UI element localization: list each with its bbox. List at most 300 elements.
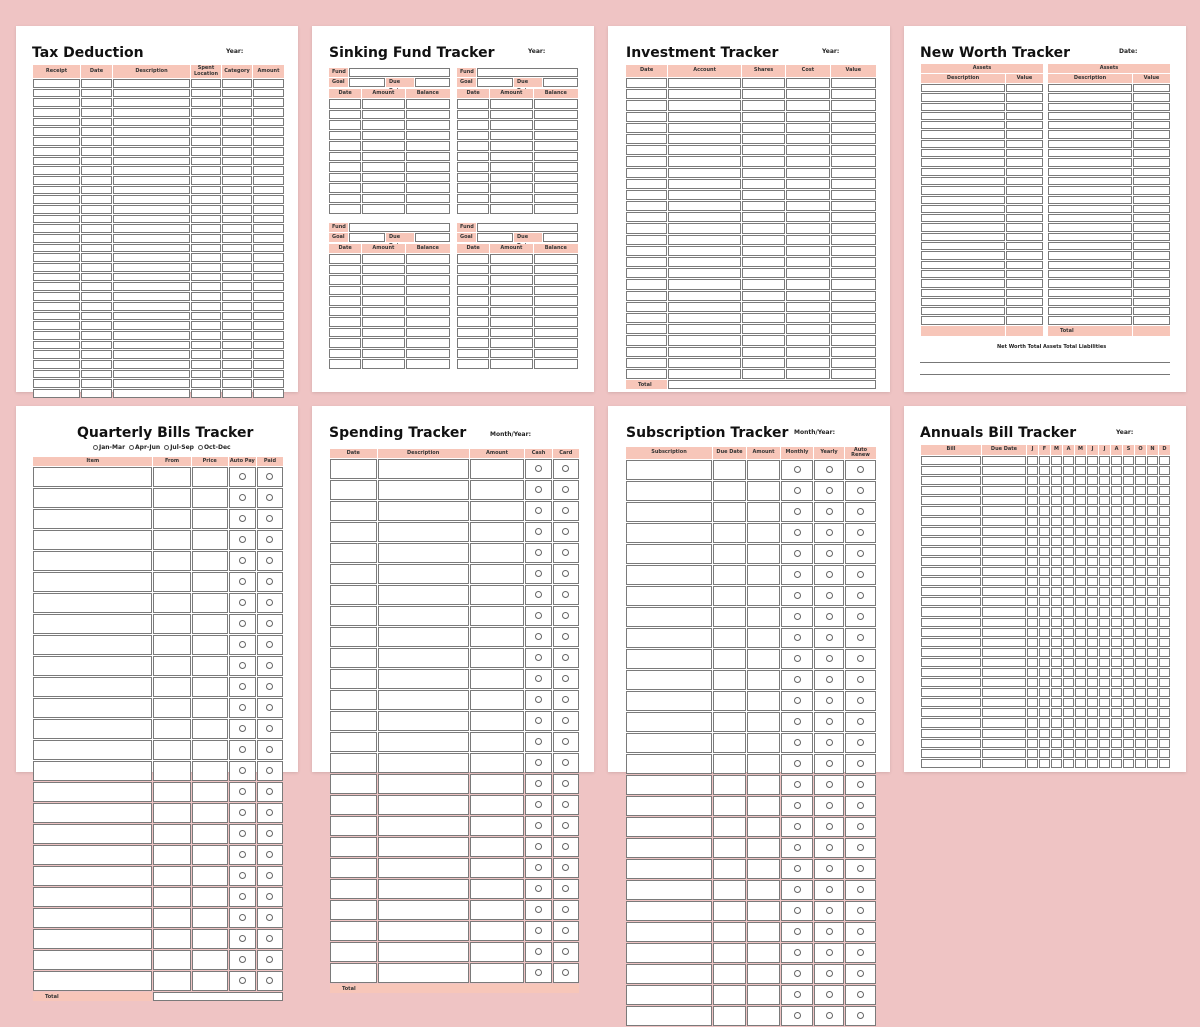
table-cell[interactable] bbox=[1006, 140, 1043, 148]
table-cell[interactable] bbox=[921, 678, 981, 687]
table-cell[interactable] bbox=[1159, 618, 1170, 627]
table-cell[interactable] bbox=[1111, 517, 1122, 526]
table-cell[interactable] bbox=[1147, 557, 1158, 566]
table-cell[interactable] bbox=[1027, 547, 1038, 556]
table-cell[interactable] bbox=[1111, 708, 1122, 717]
table-cell[interactable] bbox=[982, 739, 1026, 748]
table-cell[interactable] bbox=[153, 551, 190, 571]
table-cell[interactable] bbox=[253, 98, 284, 107]
table-cell[interactable] bbox=[329, 338, 361, 348]
table-cell[interactable] bbox=[253, 263, 284, 272]
table-cell[interactable] bbox=[378, 522, 469, 542]
table-cell[interactable] bbox=[490, 317, 532, 327]
table-cell[interactable] bbox=[1159, 557, 1170, 566]
table-cell[interactable] bbox=[1147, 698, 1158, 707]
table-cell[interactable] bbox=[1063, 628, 1074, 637]
table-cell[interactable] bbox=[113, 312, 190, 321]
table-cell[interactable] bbox=[1099, 729, 1110, 738]
table-cell[interactable] bbox=[1147, 658, 1158, 667]
table-cell[interactable] bbox=[626, 156, 667, 166]
checkbox-circle[interactable] bbox=[229, 761, 256, 781]
table-cell[interactable] bbox=[457, 265, 489, 275]
table-cell[interactable] bbox=[921, 84, 1005, 92]
table-cell[interactable] bbox=[1039, 456, 1050, 465]
table-cell[interactable] bbox=[253, 186, 284, 195]
table-cell[interactable] bbox=[330, 459, 377, 479]
table-cell[interactable] bbox=[668, 313, 741, 323]
table-cell[interactable] bbox=[153, 488, 190, 508]
table-cell[interactable] bbox=[1006, 307, 1043, 315]
checkbox-circle[interactable] bbox=[229, 929, 256, 949]
table-cell[interactable] bbox=[626, 190, 667, 200]
table-cell[interactable] bbox=[192, 530, 228, 550]
table-cell[interactable] bbox=[33, 224, 80, 233]
table-cell[interactable] bbox=[81, 137, 112, 146]
table-cell[interactable] bbox=[921, 233, 1005, 241]
checkbox-circle[interactable] bbox=[553, 900, 579, 920]
checkbox-circle[interactable] bbox=[257, 677, 283, 697]
table-cell[interactable] bbox=[490, 286, 532, 296]
table-cell[interactable] bbox=[921, 130, 1005, 138]
checkbox-circle[interactable] bbox=[257, 887, 283, 907]
table-cell[interactable] bbox=[1159, 718, 1170, 727]
table-cell[interactable] bbox=[113, 341, 190, 350]
table-cell[interactable] bbox=[982, 527, 1026, 536]
fund-name-field[interactable] bbox=[349, 68, 450, 77]
table-cell[interactable] bbox=[921, 638, 981, 647]
table-cell[interactable] bbox=[1063, 729, 1074, 738]
table-cell[interactable] bbox=[982, 567, 1026, 576]
table-cell[interactable] bbox=[668, 279, 741, 289]
table-cell[interactable] bbox=[378, 837, 469, 857]
table-cell[interactable] bbox=[1133, 121, 1170, 129]
table-cell[interactable] bbox=[1039, 476, 1050, 485]
table-cell[interactable] bbox=[831, 268, 876, 278]
table-cell[interactable] bbox=[406, 173, 450, 183]
table-cell[interactable] bbox=[1147, 527, 1158, 536]
table-cell[interactable] bbox=[1159, 537, 1170, 546]
table-cell[interactable] bbox=[1006, 186, 1043, 194]
table-cell[interactable] bbox=[192, 488, 228, 508]
table-cell[interactable] bbox=[1063, 567, 1074, 576]
table-cell[interactable] bbox=[1051, 597, 1062, 606]
table-cell[interactable] bbox=[626, 201, 667, 211]
checkbox-circle[interactable] bbox=[814, 775, 844, 795]
table-cell[interactable] bbox=[1027, 496, 1038, 505]
table-cell[interactable] bbox=[1087, 506, 1098, 515]
table-cell[interactable] bbox=[713, 544, 746, 564]
table-cell[interactable] bbox=[1147, 638, 1158, 647]
table-cell[interactable] bbox=[786, 156, 829, 166]
table-cell[interactable] bbox=[1006, 261, 1043, 269]
table-cell[interactable] bbox=[1027, 577, 1038, 586]
table-cell[interactable] bbox=[490, 204, 532, 214]
table-cell[interactable] bbox=[831, 190, 876, 200]
table-cell[interactable] bbox=[1039, 749, 1050, 758]
table-cell[interactable] bbox=[33, 98, 80, 107]
table-cell[interactable] bbox=[191, 205, 221, 214]
table-cell[interactable] bbox=[668, 179, 741, 189]
checkbox-circle[interactable] bbox=[814, 460, 844, 480]
table-cell[interactable] bbox=[113, 350, 190, 359]
table-cell[interactable] bbox=[113, 292, 190, 301]
table-cell[interactable] bbox=[1087, 678, 1098, 687]
table-cell[interactable] bbox=[33, 302, 80, 311]
table-cell[interactable] bbox=[1133, 223, 1170, 231]
checkbox-circle[interactable] bbox=[229, 656, 256, 676]
table-cell[interactable] bbox=[253, 282, 284, 291]
table-cell[interactable] bbox=[470, 753, 525, 773]
table-cell[interactable] bbox=[33, 950, 152, 970]
table-cell[interactable] bbox=[534, 359, 578, 369]
table-cell[interactable] bbox=[153, 467, 190, 487]
table-cell[interactable] bbox=[786, 268, 829, 278]
table-cell[interactable] bbox=[81, 127, 112, 136]
checkbox-circle[interactable] bbox=[553, 858, 579, 878]
table-cell[interactable] bbox=[1075, 577, 1086, 586]
checkbox-circle[interactable] bbox=[229, 488, 256, 508]
table-cell[interactable] bbox=[921, 597, 981, 606]
table-cell[interactable] bbox=[1135, 739, 1146, 748]
table-cell[interactable] bbox=[626, 1006, 712, 1026]
table-cell[interactable] bbox=[1111, 456, 1122, 465]
table-cell[interactable] bbox=[921, 618, 981, 627]
table-cell[interactable] bbox=[626, 607, 712, 627]
table-cell[interactable] bbox=[1051, 678, 1062, 687]
table-cell[interactable] bbox=[470, 669, 525, 689]
table-cell[interactable] bbox=[1051, 456, 1062, 465]
table-cell[interactable] bbox=[191, 118, 221, 127]
table-cell[interactable] bbox=[113, 273, 190, 282]
table-cell[interactable] bbox=[1048, 196, 1132, 204]
table-cell[interactable] bbox=[222, 137, 252, 146]
table-cell[interactable] bbox=[153, 887, 190, 907]
table-cell[interactable] bbox=[192, 824, 228, 844]
table-cell[interactable] bbox=[1099, 537, 1110, 546]
table-cell[interactable] bbox=[406, 328, 450, 338]
table-cell[interactable] bbox=[1147, 729, 1158, 738]
table-cell[interactable] bbox=[406, 265, 450, 275]
table-cell[interactable] bbox=[330, 816, 377, 836]
checkbox-circle[interactable] bbox=[525, 627, 551, 647]
table-cell[interactable] bbox=[1063, 678, 1074, 687]
table-cell[interactable] bbox=[33, 282, 80, 291]
table-cell[interactable] bbox=[982, 729, 1026, 738]
table-cell[interactable] bbox=[668, 190, 741, 200]
table-cell[interactable] bbox=[1099, 648, 1110, 657]
table-cell[interactable] bbox=[982, 658, 1026, 667]
table-cell[interactable] bbox=[81, 370, 112, 379]
table-cell[interactable] bbox=[982, 587, 1026, 596]
table-cell[interactable] bbox=[153, 572, 190, 592]
table-cell[interactable] bbox=[1147, 668, 1158, 677]
checkbox-circle[interactable] bbox=[781, 796, 813, 816]
table-cell[interactable] bbox=[330, 690, 377, 710]
table-cell[interactable] bbox=[330, 627, 377, 647]
table-cell[interactable] bbox=[33, 312, 80, 321]
table-cell[interactable] bbox=[1123, 759, 1134, 768]
checkbox-circle[interactable] bbox=[781, 712, 813, 732]
table-cell[interactable] bbox=[626, 223, 667, 233]
table-cell[interactable] bbox=[921, 648, 981, 657]
table-cell[interactable] bbox=[81, 312, 112, 321]
table-cell[interactable] bbox=[33, 108, 80, 117]
table-cell[interactable] bbox=[222, 379, 252, 388]
table-cell[interactable] bbox=[1075, 648, 1086, 657]
table-cell[interactable] bbox=[786, 201, 829, 211]
table-cell[interactable] bbox=[113, 195, 190, 204]
checkbox-circle[interactable] bbox=[845, 607, 876, 627]
table-cell[interactable] bbox=[1075, 496, 1086, 505]
table-cell[interactable] bbox=[1087, 587, 1098, 596]
table-cell[interactable] bbox=[786, 279, 829, 289]
checkbox-circle[interactable] bbox=[525, 753, 551, 773]
table-cell[interactable] bbox=[457, 307, 489, 317]
table-cell[interactable] bbox=[1159, 486, 1170, 495]
table-cell[interactable] bbox=[191, 321, 221, 330]
checkbox-circle[interactable] bbox=[229, 467, 256, 487]
table-cell[interactable] bbox=[668, 268, 741, 278]
table-cell[interactable] bbox=[33, 244, 80, 253]
table-cell[interactable] bbox=[1147, 547, 1158, 556]
table-cell[interactable] bbox=[362, 183, 404, 193]
table-cell[interactable] bbox=[362, 328, 404, 338]
table-cell[interactable] bbox=[1075, 638, 1086, 647]
checkbox-circle[interactable] bbox=[257, 614, 283, 634]
table-cell[interactable] bbox=[1051, 628, 1062, 637]
table-cell[interactable] bbox=[253, 312, 284, 321]
table-cell[interactable] bbox=[81, 292, 112, 301]
checkbox-circle[interactable] bbox=[257, 929, 283, 949]
checkbox-circle[interactable] bbox=[781, 859, 813, 879]
table-cell[interactable] bbox=[1111, 618, 1122, 627]
checkbox-circle[interactable] bbox=[525, 501, 551, 521]
table-cell[interactable] bbox=[1087, 688, 1098, 697]
table-cell[interactable] bbox=[222, 302, 252, 311]
table-cell[interactable] bbox=[191, 302, 221, 311]
table-cell[interactable] bbox=[222, 263, 252, 272]
table-cell[interactable] bbox=[921, 506, 981, 515]
table-cell[interactable] bbox=[81, 244, 112, 253]
table-cell[interactable] bbox=[33, 971, 152, 991]
table-cell[interactable] bbox=[1147, 577, 1158, 586]
checkbox-circle[interactable] bbox=[781, 922, 813, 942]
checkbox-circle[interactable] bbox=[781, 817, 813, 837]
table-cell[interactable] bbox=[1063, 506, 1074, 515]
checkbox-circle[interactable] bbox=[553, 795, 579, 815]
table-cell[interactable] bbox=[1099, 718, 1110, 727]
checkbox-circle[interactable] bbox=[845, 943, 876, 963]
table-cell[interactable] bbox=[191, 312, 221, 321]
table-cell[interactable] bbox=[362, 152, 404, 162]
table-cell[interactable] bbox=[1123, 597, 1134, 606]
checkbox-circle[interactable] bbox=[814, 565, 844, 585]
table-cell[interactable] bbox=[470, 942, 525, 962]
table-cell[interactable] bbox=[113, 127, 190, 136]
table-cell[interactable] bbox=[253, 360, 284, 369]
checkbox-circle[interactable] bbox=[781, 481, 813, 501]
table-cell[interactable] bbox=[713, 880, 746, 900]
table-cell[interactable] bbox=[1123, 567, 1134, 576]
table-cell[interactable] bbox=[253, 157, 284, 166]
table-cell[interactable] bbox=[113, 244, 190, 253]
table-cell[interactable] bbox=[1135, 668, 1146, 677]
table-cell[interactable] bbox=[378, 669, 469, 689]
table-cell[interactable] bbox=[191, 147, 221, 156]
table-cell[interactable] bbox=[362, 99, 404, 109]
table-cell[interactable] bbox=[1075, 597, 1086, 606]
table-cell[interactable] bbox=[1048, 168, 1132, 176]
table-cell[interactable] bbox=[1099, 607, 1110, 616]
table-cell[interactable] bbox=[1111, 648, 1122, 657]
table-cell[interactable] bbox=[33, 551, 152, 571]
table-cell[interactable] bbox=[33, 824, 152, 844]
table-cell[interactable] bbox=[1075, 678, 1086, 687]
table-cell[interactable] bbox=[1063, 759, 1074, 768]
table-cell[interactable] bbox=[921, 628, 981, 637]
table-cell[interactable] bbox=[1063, 597, 1074, 606]
table-cell[interactable] bbox=[831, 201, 876, 211]
table-cell[interactable] bbox=[1099, 638, 1110, 647]
checkbox-circle[interactable] bbox=[229, 719, 256, 739]
table-cell[interactable] bbox=[1111, 638, 1122, 647]
table-cell[interactable] bbox=[33, 803, 152, 823]
due-date-field[interactable] bbox=[543, 78, 578, 87]
table-cell[interactable] bbox=[786, 313, 829, 323]
table-cell[interactable] bbox=[1135, 466, 1146, 475]
table-cell[interactable] bbox=[362, 359, 404, 369]
table-cell[interactable] bbox=[1006, 316, 1043, 324]
checkbox-circle[interactable] bbox=[845, 502, 876, 522]
table-cell[interactable] bbox=[831, 123, 876, 133]
table-cell[interactable] bbox=[378, 921, 469, 941]
table-cell[interactable] bbox=[457, 131, 489, 141]
checkbox-circle[interactable] bbox=[781, 775, 813, 795]
checkbox-circle[interactable] bbox=[814, 796, 844, 816]
total-value-cell[interactable] bbox=[668, 380, 876, 389]
table-cell[interactable] bbox=[1006, 205, 1043, 213]
table-cell[interactable] bbox=[668, 100, 741, 110]
table-cell[interactable] bbox=[33, 698, 152, 718]
table-cell[interactable] bbox=[330, 774, 377, 794]
table-cell[interactable] bbox=[1135, 456, 1146, 465]
table-cell[interactable] bbox=[1087, 759, 1098, 768]
table-cell[interactable] bbox=[113, 186, 190, 195]
table-cell[interactable] bbox=[534, 194, 578, 204]
table-cell[interactable] bbox=[406, 317, 450, 327]
table-cell[interactable] bbox=[921, 316, 1005, 324]
table-cell[interactable] bbox=[406, 254, 450, 264]
table-cell[interactable] bbox=[713, 502, 746, 522]
checkbox-circle[interactable] bbox=[553, 837, 579, 857]
table-cell[interactable] bbox=[1048, 261, 1132, 269]
table-cell[interactable] bbox=[191, 379, 221, 388]
table-cell[interactable] bbox=[713, 628, 746, 648]
table-cell[interactable] bbox=[921, 668, 981, 677]
table-cell[interactable] bbox=[1006, 298, 1043, 306]
table-cell[interactable] bbox=[713, 922, 746, 942]
table-cell[interactable] bbox=[921, 688, 981, 697]
table-cell[interactable] bbox=[1075, 537, 1086, 546]
table-cell[interactable] bbox=[982, 618, 1026, 627]
table-cell[interactable] bbox=[831, 291, 876, 301]
table-cell[interactable] bbox=[153, 719, 190, 739]
checkbox-circle[interactable] bbox=[257, 572, 283, 592]
table-cell[interactable] bbox=[191, 98, 221, 107]
table-cell[interactable] bbox=[33, 635, 152, 655]
table-cell[interactable] bbox=[1039, 506, 1050, 515]
table-cell[interactable] bbox=[490, 183, 532, 193]
table-cell[interactable] bbox=[33, 761, 152, 781]
table-cell[interactable] bbox=[490, 131, 532, 141]
table-cell[interactable] bbox=[831, 313, 876, 323]
table-cell[interactable] bbox=[742, 347, 785, 357]
checkbox-circle[interactable] bbox=[781, 733, 813, 753]
table-cell[interactable] bbox=[33, 195, 80, 204]
table-cell[interactable] bbox=[1159, 729, 1170, 738]
table-cell[interactable] bbox=[1063, 456, 1074, 465]
table-cell[interactable] bbox=[921, 223, 1005, 231]
checkbox-circle[interactable] bbox=[229, 677, 256, 697]
checkbox-circle[interactable] bbox=[781, 628, 813, 648]
checkbox-circle[interactable] bbox=[781, 985, 813, 1005]
table-cell[interactable] bbox=[1075, 739, 1086, 748]
table-cell[interactable] bbox=[1111, 729, 1122, 738]
table-cell[interactable] bbox=[921, 307, 1005, 315]
table-cell[interactable] bbox=[253, 127, 284, 136]
table-cell[interactable] bbox=[1135, 587, 1146, 596]
table-cell[interactable] bbox=[253, 302, 284, 311]
table-cell[interactable] bbox=[1006, 214, 1043, 222]
table-cell[interactable] bbox=[982, 607, 1026, 616]
table-cell[interactable] bbox=[1147, 506, 1158, 515]
table-cell[interactable] bbox=[81, 263, 112, 272]
table-cell[interactable] bbox=[626, 369, 667, 379]
table-cell[interactable] bbox=[921, 177, 1005, 185]
table-cell[interactable] bbox=[192, 677, 228, 697]
table-cell[interactable] bbox=[1006, 168, 1043, 176]
table-cell[interactable] bbox=[1159, 517, 1170, 526]
table-cell[interactable] bbox=[1075, 506, 1086, 515]
table-cell[interactable] bbox=[329, 173, 361, 183]
checkbox-circle[interactable] bbox=[845, 460, 876, 480]
table-cell[interactable] bbox=[1027, 688, 1038, 697]
checkbox-circle[interactable] bbox=[229, 740, 256, 760]
table-cell[interactable] bbox=[1099, 577, 1110, 586]
table-cell[interactable] bbox=[534, 99, 578, 109]
checkbox-circle[interactable] bbox=[814, 670, 844, 690]
table-cell[interactable] bbox=[191, 89, 221, 98]
table-cell[interactable] bbox=[1075, 517, 1086, 526]
table-cell[interactable] bbox=[33, 292, 80, 301]
table-cell[interactable] bbox=[982, 506, 1026, 515]
table-cell[interactable] bbox=[1111, 466, 1122, 475]
checkbox-circle[interactable] bbox=[845, 754, 876, 774]
table-cell[interactable] bbox=[1135, 618, 1146, 627]
table-cell[interactable] bbox=[81, 176, 112, 185]
table-cell[interactable] bbox=[222, 186, 252, 195]
table-cell[interactable] bbox=[1063, 587, 1074, 596]
table-cell[interactable] bbox=[1027, 708, 1038, 717]
table-cell[interactable] bbox=[742, 291, 785, 301]
table-cell[interactable] bbox=[329, 265, 361, 275]
table-cell[interactable] bbox=[81, 166, 112, 175]
table-cell[interactable] bbox=[81, 341, 112, 350]
table-cell[interactable] bbox=[406, 194, 450, 204]
table-cell[interactable] bbox=[406, 141, 450, 151]
table-cell[interactable] bbox=[1135, 527, 1146, 536]
table-cell[interactable] bbox=[1159, 648, 1170, 657]
